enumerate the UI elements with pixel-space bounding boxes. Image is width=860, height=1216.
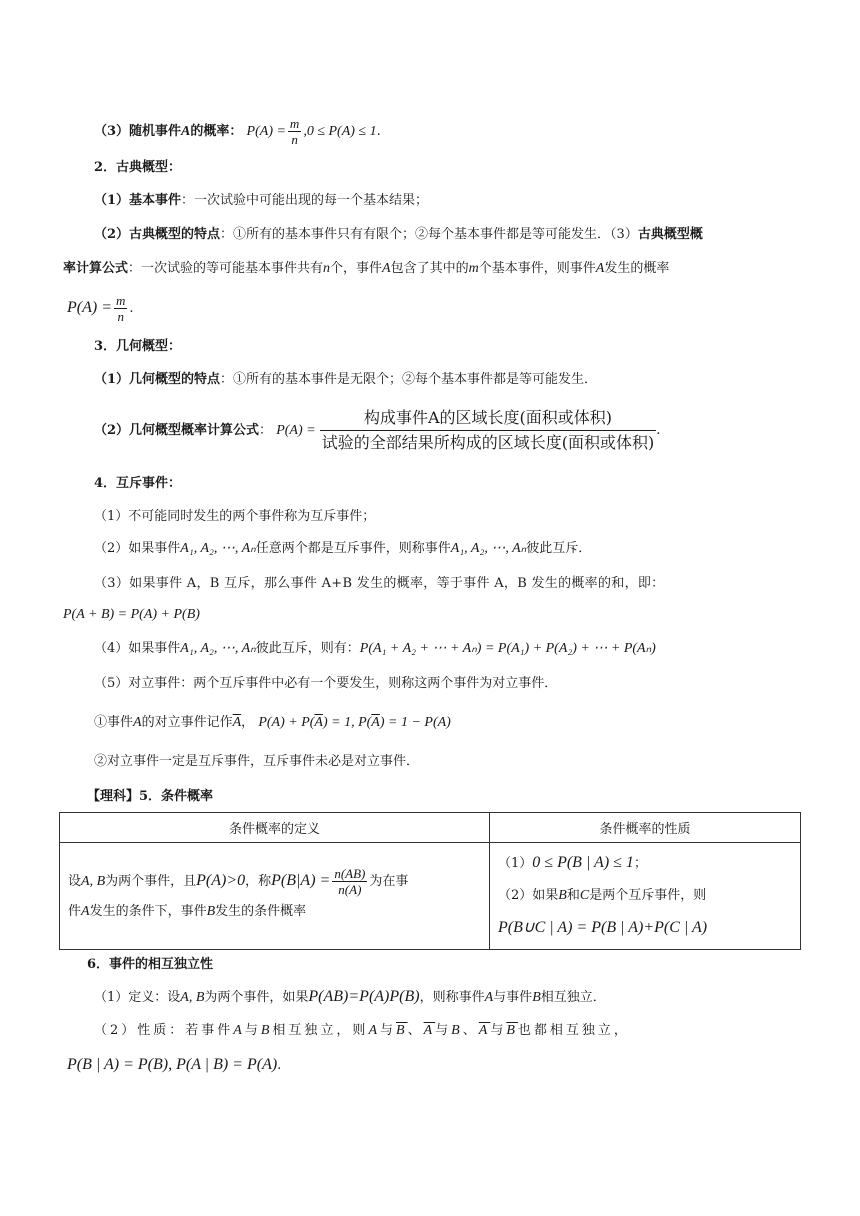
- math: $\overline{A}$: [423, 1023, 436, 1038]
- math: P(AB)=P(A)P(B): [308, 988, 420, 1005]
- text: 相互独立．: [540, 990, 606, 1005]
- denominator: n: [117, 309, 124, 324]
- period: .: [656, 423, 661, 438]
- math: ) = 1 − P(A): [379, 715, 451, 730]
- text: ：: [259, 423, 273, 438]
- math: P(A) + P(: [258, 715, 315, 730]
- section-heading-classical: 2．古典概型：: [94, 160, 182, 175]
- text: ，则称事件: [419, 990, 485, 1005]
- math: 0 ≤ P(B | A) ≤ 1: [532, 854, 634, 871]
- fraction: [288, 116, 301, 147]
- text: ：①所有的基本事件是无限个；②每个基本事件都是等可能发生．: [220, 372, 598, 387]
- text: 设: [68, 873, 82, 889]
- math: B: [558, 888, 567, 903]
- numerator: n(AB): [334, 865, 366, 881]
- label: （3）随机事件: [94, 124, 182, 139]
- text: 和: [566, 888, 580, 903]
- basic-event-line: [94, 191, 428, 211]
- text: 为两个事件，且: [105, 873, 197, 889]
- table-cell-definition: [60, 843, 490, 950]
- math: A: [595, 261, 605, 276]
- text: 与事件: [493, 990, 533, 1005]
- text: 件: [68, 903, 82, 919]
- table-row: [60, 843, 801, 950]
- math: $\overline{A}$: [371, 715, 380, 730]
- addition-rule-line: （3）如果事件 A，B 互斥，那么事件 A+B 发生的概率，等于事件 A，B 发生的概率的和，即：: [94, 576, 665, 591]
- complementary-def-line: （5）对立事件：两个互斥事件中必有一个要发生，则称这两个事件为对立事件．: [94, 676, 558, 691]
- label: （2）古典概型的特点: [94, 227, 221, 242]
- math: P(B | A) = P(B), P(A | B) = P(A): [67, 1056, 278, 1073]
- label: 的概率：: [190, 124, 243, 139]
- text: 彼此互斥．: [526, 541, 592, 556]
- title: 5．条件概率: [139, 789, 214, 804]
- numerator: m: [289, 116, 300, 131]
- text: 与: [435, 1023, 452, 1038]
- text: ：一次试验的等可能基本事件共有: [128, 261, 324, 276]
- text: 发生的条件下，事件: [89, 903, 207, 919]
- math: P(A) =: [276, 423, 316, 438]
- text: 相互独立，则: [272, 1023, 369, 1038]
- text: ；: [633, 856, 647, 871]
- math: B: [451, 1023, 463, 1038]
- math: A₁, A₂, ⋯, Aₙ: [180, 541, 256, 556]
- math: A: [368, 1023, 380, 1038]
- text: 为在事: [369, 873, 409, 889]
- table-cell-properties: [490, 843, 801, 950]
- text: ，称: [245, 873, 272, 889]
- math: C: [579, 888, 590, 903]
- label: （2）几何概型概率计算公式: [94, 423, 260, 438]
- math: P(B∪C | A) = P(B | A)+P(C | A): [498, 919, 708, 936]
- text: （2）如果事件: [94, 541, 181, 556]
- text: 发生的条件概率: [215, 903, 307, 919]
- text: 是两个互斥事件，则: [589, 888, 707, 903]
- complement-note-line: ②对立事件一定是互斥事件，互斥事件未必是对立事件．: [94, 754, 420, 769]
- text: 、: [407, 1023, 424, 1038]
- table-header: 条件概率的性质: [490, 813, 801, 843]
- math: $\overline{B}$: [506, 1023, 518, 1038]
- math: $\overline{B}$: [396, 1023, 408, 1038]
- label: 率计算公式: [63, 261, 129, 276]
- classical-formula: [67, 293, 134, 324]
- numerator: 构成事件A的区域长度(面积或体积): [320, 406, 657, 431]
- math: P(A) =: [67, 299, 112, 316]
- math: B: [206, 903, 216, 919]
- section-heading-independence: 6．事件的相互独立性: [87, 957, 214, 972]
- section-heading-geometric: 3．几何概型：: [94, 339, 182, 354]
- text: ①事件: [94, 715, 134, 730]
- text: 个，事件: [330, 261, 383, 276]
- math: A: [382, 261, 391, 276]
- math: A₁, A₂, ⋯, Aₙ: [180, 641, 256, 656]
- math: ) = 1, P(: [322, 715, 372, 730]
- independence-def-line: [94, 987, 606, 1008]
- math: A₁, A₂, ⋯, Aₙ: [450, 541, 527, 556]
- denominator: n(A): [338, 881, 362, 897]
- math: A, B: [81, 873, 106, 889]
- math: P(A)>0: [196, 871, 246, 889]
- math: A: [81, 903, 90, 919]
- math: $\overline{A}$: [232, 715, 242, 730]
- numerator: m: [116, 293, 126, 308]
- label: 古典概型概: [637, 227, 703, 242]
- classical-features-line: [94, 225, 703, 245]
- math: $\overline{A}$: [478, 1023, 491, 1038]
- table-header-row: [60, 813, 801, 843]
- addition-rule-formula: P(A + B) = P(A) + P(B): [63, 607, 200, 622]
- text: 的对立事件记作: [141, 715, 233, 730]
- math: A: [233, 1023, 245, 1038]
- text: （1）定义：设: [94, 990, 181, 1005]
- text: 彼此互斥，则有：: [255, 641, 360, 656]
- text: （4）如果事件: [94, 641, 181, 656]
- denominator: n: [291, 132, 298, 147]
- text: 也都相互独立，: [517, 1023, 630, 1038]
- math: P(A₁ + A₂ + ⋯ + Aₙ) = P(A₁) + P(A₂) + ⋯ + P(Aₙ): [359, 641, 656, 656]
- text: （1）: [498, 856, 533, 871]
- math: ,0 ≤ P(A) ≤ 1: [303, 124, 377, 139]
- math: A: [133, 715, 142, 730]
- geometric-features-line: [94, 370, 597, 390]
- text: ：①所有的基本事件只有有限个；②每个基本事件都是等可能发生．（3）: [220, 227, 638, 242]
- text: 与: [490, 1023, 507, 1038]
- text: 个基本事件，则事件: [478, 261, 596, 276]
- math: P(A) =: [246, 124, 286, 139]
- independence-formula: [67, 1055, 281, 1076]
- exclusive-def-line: （1）不可能同时发生的两个事件称为互斥事件；: [94, 509, 376, 524]
- conditional-probability-table: [59, 812, 801, 950]
- text: 任意两个都是互斥事件，则称事件: [255, 541, 451, 556]
- math: P(B|A) =: [271, 871, 331, 889]
- mutually-exclusive-line: [94, 539, 591, 559]
- text: 、: [462, 1023, 479, 1038]
- math: B: [260, 1023, 273, 1038]
- text: 为两个事件，如果: [204, 990, 309, 1005]
- math: A: [181, 124, 191, 139]
- fraction: [320, 406, 657, 455]
- math: B: [532, 990, 541, 1005]
- math: n: [323, 261, 331, 276]
- period: .: [129, 301, 134, 316]
- general-addition-line: [94, 639, 656, 659]
- section-heading-exclusive: 4．互斥事件：: [94, 476, 182, 491]
- complement-notation-line: [94, 713, 451, 733]
- table-header: 条件概率的定义: [60, 813, 490, 843]
- text: 与: [380, 1023, 397, 1038]
- fraction: [114, 293, 127, 324]
- independence-property-line: [94, 1021, 630, 1041]
- math: A, B: [180, 990, 205, 1005]
- text: （2）如果: [498, 888, 559, 903]
- period: .: [277, 1058, 282, 1073]
- label: （1）基本事件: [94, 193, 182, 208]
- section-heading-conditional: [87, 787, 213, 807]
- text: ，: [241, 715, 255, 730]
- period: .: [376, 124, 381, 139]
- math: m: [468, 261, 479, 276]
- text: 包含了其中的: [390, 261, 469, 276]
- denominator: 试验的全部结果所构成的区域长度(面积或体积): [321, 433, 655, 452]
- tag: 【理科】: [87, 789, 140, 804]
- math: A: [484, 990, 494, 1005]
- classical-formula-line: [63, 259, 669, 279]
- text: ：一次试验中可能出现的每一个基本结果；: [181, 193, 429, 208]
- text: 与: [244, 1023, 261, 1038]
- text: （2）性质：若事件: [94, 1023, 234, 1038]
- fraction: [332, 866, 367, 897]
- text: 发生的概率: [604, 261, 670, 276]
- math: $\overline{A}$: [314, 715, 323, 730]
- geometric-formula-line: [94, 406, 660, 455]
- random-event-probability-line: [94, 116, 381, 147]
- label: （1）几何概型的特点: [94, 372, 221, 387]
